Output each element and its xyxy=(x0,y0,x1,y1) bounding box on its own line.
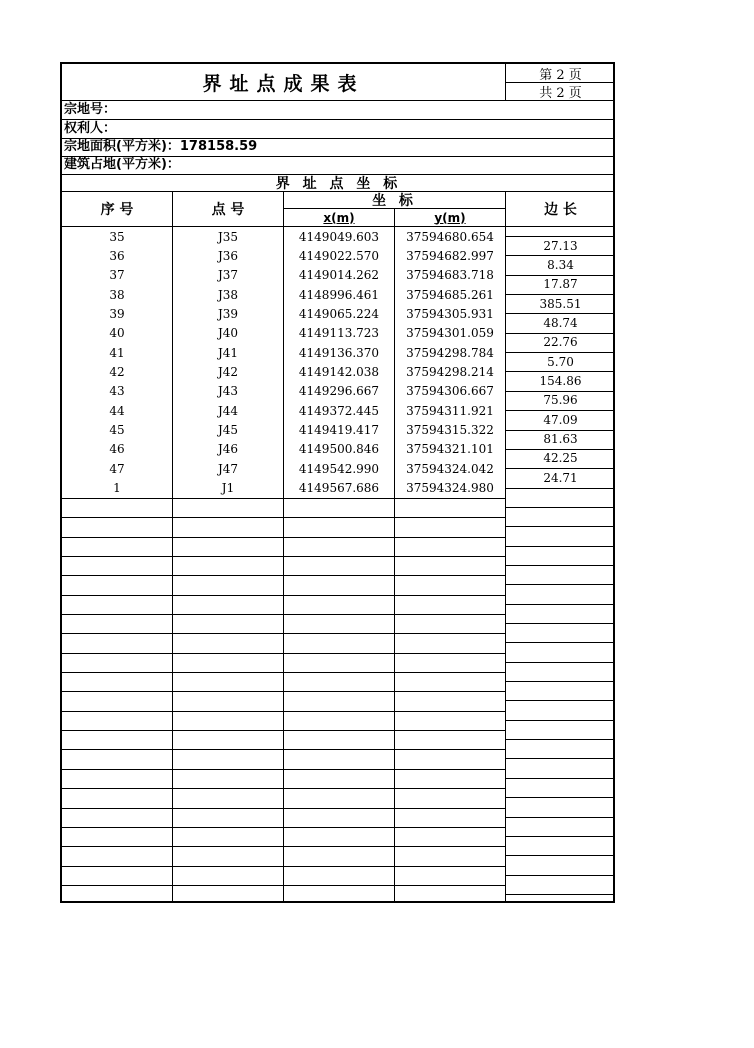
cell-x: 4149022.570 xyxy=(298,248,380,263)
cell-point: J43 xyxy=(217,384,239,399)
cell-y: 37594685.261 xyxy=(406,287,494,302)
cell-x: 4149014.262 xyxy=(298,268,380,283)
cell-x: 4149542.990 xyxy=(298,461,380,476)
cell-x: 4149065.224 xyxy=(298,306,380,321)
edge-divider xyxy=(505,681,615,682)
cell-y: 37594298.784 xyxy=(406,345,494,360)
edge-divider xyxy=(505,797,615,798)
cell-x: 4149567.686 xyxy=(298,481,380,496)
cell-edge: 17.87 xyxy=(543,277,578,292)
cell-point: J41 xyxy=(217,345,239,360)
col-x-header: x(m) xyxy=(323,210,355,225)
cell-edge: 75.96 xyxy=(543,393,578,408)
parcel-no-label: 宗地号： xyxy=(64,102,117,117)
edge-divider xyxy=(505,836,615,837)
cell-edge: 27.13 xyxy=(543,238,578,253)
cell-edge: 47.09 xyxy=(543,412,578,427)
edge-divider xyxy=(505,642,615,643)
page-title: 界址点成果表 xyxy=(202,72,365,95)
edge-divider xyxy=(505,604,615,605)
cell-x: 4149372.445 xyxy=(298,403,380,418)
edge-divider xyxy=(505,526,615,527)
cell-seq: 42 xyxy=(109,364,125,379)
cell-y: 37594682.997 xyxy=(406,248,494,263)
cell-seq: 37 xyxy=(109,268,125,283)
cell-seq: 44 xyxy=(109,403,125,418)
cell-point: J1 xyxy=(221,481,235,496)
cell-seq: 47 xyxy=(109,461,125,476)
cell-seq: 46 xyxy=(109,442,125,457)
cell-point: J44 xyxy=(217,403,239,418)
cell-seq: 35 xyxy=(109,229,125,244)
cell-y: 37594321.101 xyxy=(406,442,494,457)
cell-y: 37594298.214 xyxy=(406,364,494,379)
edge-divider xyxy=(505,546,615,547)
edge-divider xyxy=(505,488,615,489)
cell-point: J37 xyxy=(217,268,239,283)
edge-divider xyxy=(505,584,615,585)
edge-divider xyxy=(505,662,615,663)
cell-x: 4149419.417 xyxy=(298,423,380,437)
cell-x: 4149500.846 xyxy=(298,442,380,457)
cell-x: 4149142.038 xyxy=(298,364,380,379)
edge-divider xyxy=(505,894,615,895)
cell-y: 37594324.980 xyxy=(406,481,494,496)
cell-edge: 42.25 xyxy=(543,451,578,466)
cell-y: 37594305.931 xyxy=(406,306,494,321)
boundary-point-table xyxy=(60,62,615,903)
building-area-label: 建筑占地(平方米)： xyxy=(64,157,180,172)
cell-point: J47 xyxy=(217,461,239,476)
parcel-area xyxy=(64,138,257,156)
cell-x: 4149296.667 xyxy=(298,384,380,399)
cell-seq: 41 xyxy=(109,345,125,360)
cell-y: 37594301.059 xyxy=(406,326,494,341)
edge-divider xyxy=(505,507,615,508)
edge-divider xyxy=(505,700,615,701)
edge-divider xyxy=(505,720,615,721)
cell-x: 4148996.461 xyxy=(298,287,380,302)
cell-x: 4149136.370 xyxy=(298,345,380,360)
edge-divider xyxy=(505,855,615,856)
cell-seq: 43 xyxy=(109,384,125,399)
edge-divider xyxy=(505,623,615,624)
cell-edge: 154.86 xyxy=(539,373,582,388)
cell-point: J36 xyxy=(217,248,239,263)
cell-point: J38 xyxy=(217,287,239,302)
page-total: 共 2 页 xyxy=(539,86,582,101)
cell-seq: 39 xyxy=(109,306,125,321)
edge-divider xyxy=(505,565,615,566)
cell-point: J40 xyxy=(217,326,239,341)
col-coord-header: 坐 标 xyxy=(372,192,417,209)
cell-edge: 81.63 xyxy=(543,432,578,446)
cell-seq: 36 xyxy=(109,248,125,263)
owner-label: 权利人： xyxy=(64,121,117,136)
cell-seq: 40 xyxy=(109,326,125,341)
cell-y: 37594324.042 xyxy=(406,461,494,476)
page-current: 第 2 页 xyxy=(539,68,582,83)
cell-x: 4149049.603 xyxy=(298,229,380,244)
cell-point: J42 xyxy=(217,364,239,379)
cell-point: J35 xyxy=(217,229,239,244)
edge-divider xyxy=(505,778,615,779)
cell-edge: 8.34 xyxy=(547,257,574,272)
cell-edge: 48.74 xyxy=(543,315,578,330)
cell-x: 4149113.723 xyxy=(298,326,380,341)
col-point-header: 点 号 xyxy=(211,201,245,218)
cell-y: 37594306.667 xyxy=(406,384,494,399)
area-value: 178158.59 xyxy=(179,139,258,154)
cell-edge: 24.71 xyxy=(543,470,578,485)
col-edge-header: 边 长 xyxy=(544,201,577,218)
area-label: 宗地面积(平方米)： xyxy=(64,139,180,154)
cell-point: J45 xyxy=(217,423,239,437)
cell-seq: 38 xyxy=(109,287,125,302)
col-seq-header: 序 号 xyxy=(100,201,134,218)
cell-edge: 22.76 xyxy=(543,335,578,350)
cell-seq: 45 xyxy=(109,423,125,437)
edge-divider xyxy=(505,875,615,876)
edge-divider xyxy=(505,817,615,818)
cell-y: 37594311.921 xyxy=(406,403,494,418)
cell-seq: 1 xyxy=(113,481,121,496)
cell-edge: 5.70 xyxy=(547,354,574,369)
col-y-header: y(m) xyxy=(434,210,466,225)
cell-y: 37594683.718 xyxy=(406,268,494,283)
section-header: 界 址 点 坐 标 xyxy=(275,175,402,192)
cell-y: 37594680.654 xyxy=(406,229,494,244)
cell-y: 37594315.322 xyxy=(406,423,494,437)
cell-edge: 385.51 xyxy=(539,296,582,311)
edge-divider xyxy=(505,758,615,759)
cell-point: J46 xyxy=(217,442,239,457)
edge-divider xyxy=(505,739,615,740)
cell-point: J39 xyxy=(217,306,239,321)
